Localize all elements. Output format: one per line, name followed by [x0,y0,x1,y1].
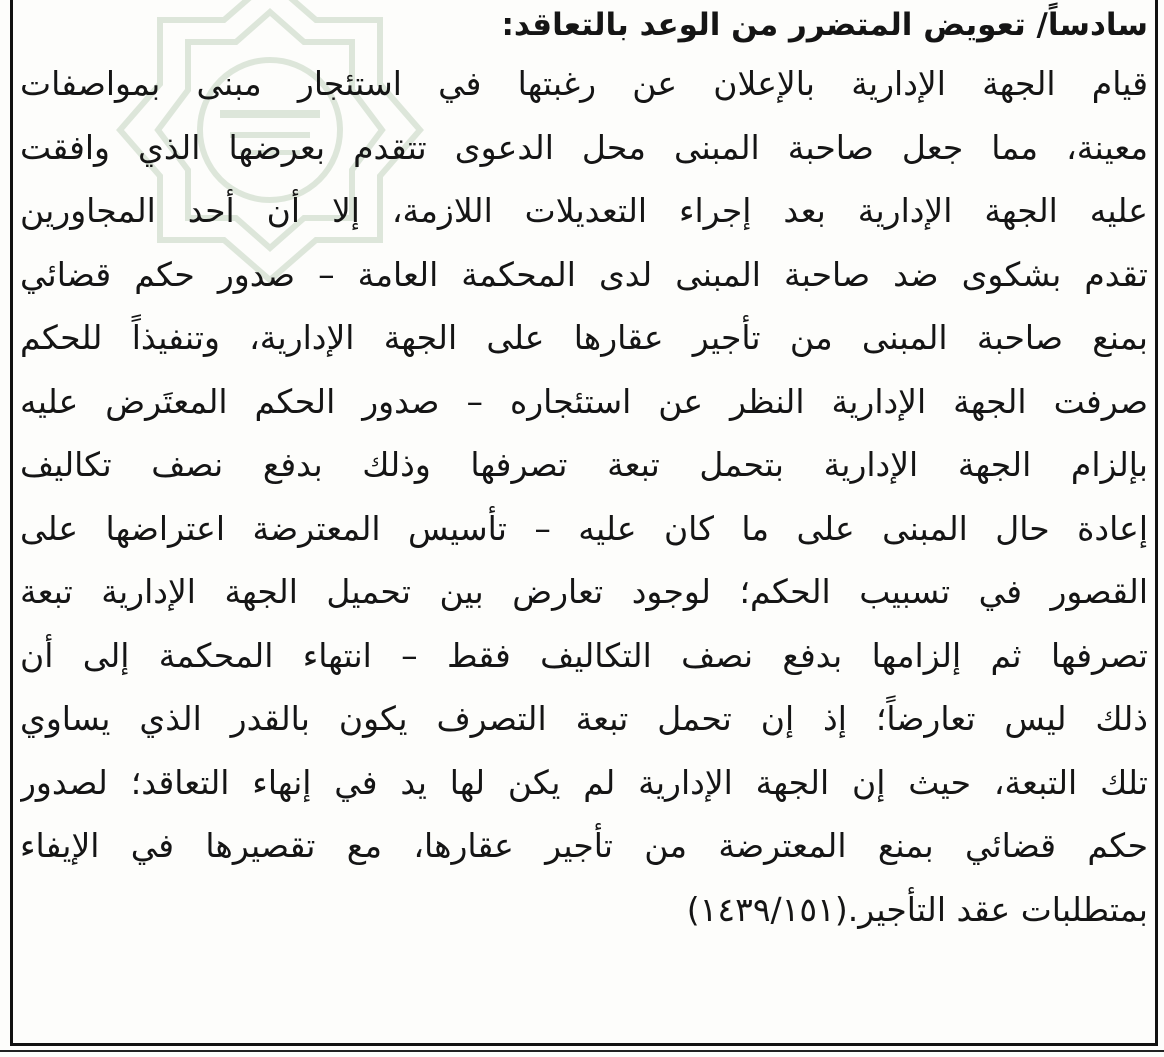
paragraph-line: ذلك ليس تعارضاً؛ إذ إن تحمل تبعة التصرف يكون بالقدر الذي يساوي [20,699,1148,738]
paragraph-line: معينة، مما جعل صاحبة المبنى محل الدعوى تتقدم بعرضها الذي وافقت [20,127,1148,167]
paragraph-line: عليه الجهة الإدارية بعد إجراء التعديلات اللازمة، إلا أن أحد المجاورين [20,191,1148,230]
paragraph-line: إعادة حال المبنى على ما كان عليه – تأسيس المعترضة اعتراضها على [20,508,1148,548]
paragraph-line: حكم قضائي بمنع المعترضة من تأجير عقارها، مع تقصيرها في الإيفاء [20,826,1148,865]
paragraph-line: تصرفها ثم إلزامها بدفع نصف التكاليف فقط – انتهاء المحكمة إلى أن [20,635,1148,675]
paragraph-line: القصور في تسبيب الحكم؛ لوجود تعارض بين تحميل الجهة الإدارية تبعة [20,572,1148,611]
paragraph-line: صرفت الجهة الإدارية النظر عن استئجاره – صدور الحكم المعتَرض عليه [20,381,1148,421]
paragraph-line-last: بمتطلبات عقد التأجير.(١٤٣٩/١٥١) [686,889,1148,929]
paragraph-line: قيام الجهة الإدارية بالإعلان عن رغبتها في استئجار مبنى بمواصفات [20,64,1148,103]
paragraph-line: بإلزام الجهة الإدارية بتحمل تبعة تصرفها وذلك بدفع نصف تكاليف [20,445,1148,484]
document-text [20,0,1148,941]
paragraph-line: تقدم بشكوى ضد صاحبة المبنى لدى المحكمة العامة – صدور حكم قضائي [20,254,1148,294]
section-heading: سادساً/ تعويض المتضرر من الوعد بالتعاقد: [501,7,1148,43]
bottom-rule [0,1050,1164,1052]
paragraph-line: بمنع صاحبة المبنى من تأجير عقارها على الجهة الإدارية، وتنفيذاً للحكم [20,318,1148,357]
paragraph-line: تلك التبعة، حيث إن الجهة الإدارية لم يكن لها يد في إنهاء التعاقد؛ لصدور [20,762,1148,802]
